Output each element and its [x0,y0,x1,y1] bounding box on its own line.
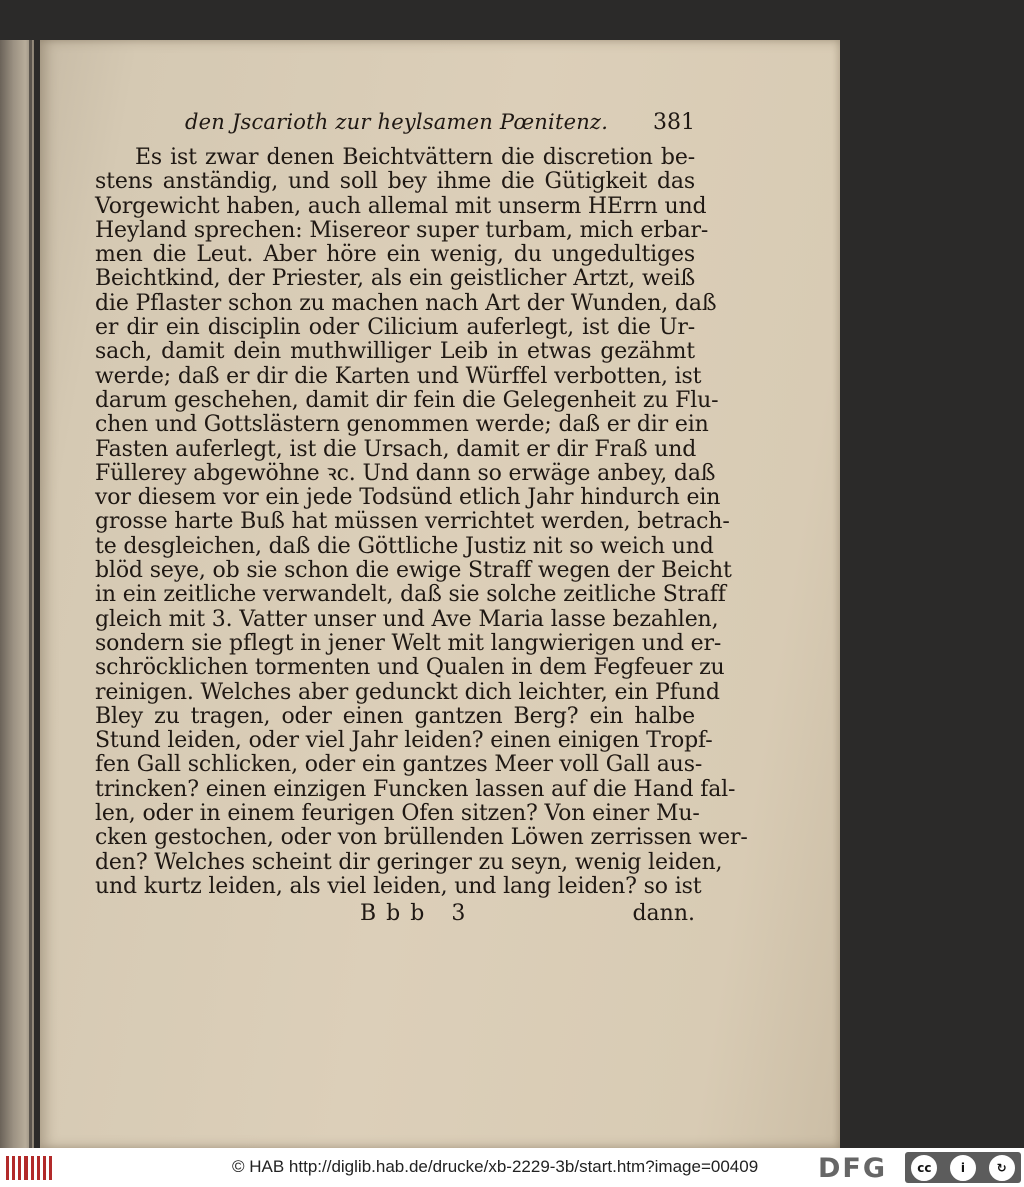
body-text [95,145,748,899]
text-line: te desgleichen, daß die Göttliche Justiz nit so weich und [95,533,714,559]
text-line: Fasten auferlegt, ist die Ursach, damit er dir Fraß und [95,436,697,462]
text-line: cken gestochen, oder von brüllenden Löwen zerrissen wer- [95,825,748,851]
text-line: Beichtkind, der Priester, als ein geistlicher Artzt, weiß [95,266,695,292]
text-line: len, oder in einem feurigen Ofen sitzen? Von einer Mu- [95,801,700,827]
page-text-block [95,108,748,927]
license-badge[interactable] [905,1152,1021,1183]
text-line: stens anständig, und soll bey ihme die Gütigkeit das [95,169,695,195]
text-line: sach, damit dein muthwilliger Leib in etwas gezähmt [95,339,695,365]
copyright-link[interactable]: © HAB http://diglib.hab.de/drucke/xb-2229-3b/start.htm?image=00409 [232,1157,759,1176]
cc-icon: cc [911,1155,937,1181]
text-line: er dir ein disciplin oder Cilicium auferlegt, ist die Ur- [95,315,695,341]
library-logo-icon[interactable] [6,1154,52,1181]
text-line: reinigen. Welches aber gedunckt dich leichter, ein Pfund [95,679,720,705]
text-line: sondern sie pflegt in jener Welt mit langwierigen und er- [95,630,722,656]
text-line: Füllerey abgewöhne ꝛc. Und dann so erwäge anbey, daß [95,460,716,486]
text-line: trincken? einen einzigen Funcken lassen auf die Hand fal- [95,776,736,802]
dfg-logo[interactable]: DFG [818,1153,888,1184]
text-line: den? Welches scheint dir geringer zu seyn, wenig leiden, [95,849,723,875]
text-line: grosse harte Buß hat müssen verrichtet werden, betrach- [95,509,730,535]
catchline [95,901,695,927]
text-line: fen Gall schlicken, oder ein gantzes Meer voll Gall aus- [95,752,703,778]
catchword: dann. [632,901,695,927]
running-head [95,108,695,140]
book-page [40,40,840,1148]
viewer-footer [0,1148,1024,1187]
signature-mark: Bbb 3 [360,901,476,927]
text-line: chen und Gottslästern genommen werde; daß er dir ein [95,412,709,438]
text-line: schröcklichen tormenten und Qualen in dem Fegfeuer zu [95,655,725,681]
text-line: men die Leut. Aber höre ein wenig, du ungedultiges [95,242,695,268]
text-line: Vorgewicht haben, auch allemal mit unserm HErrn und [95,193,707,219]
running-head-title: den Jscarioth zur heylsamen Pœnitenz. [185,110,609,134]
text-line: gleich mit 3. Vatter unser und Ave Maria lasse bezahlen, [95,606,719,632]
text-line: Heyland sprechen: Misereor super turbam, mich erbar- [95,217,709,243]
by-icon: i [950,1155,976,1181]
text-line: die Pflaster schon zu machen nach Art der Wunden, daß [95,290,717,316]
text-line: Bley zu tragen, oder einen gantzen Berg? ein halbe [95,703,695,729]
text-line: werde; daß er dir die Karten und Würffel verbotten, ist [95,363,702,389]
page-number: 381 [653,110,695,135]
sa-icon: ↻ [989,1155,1015,1181]
text-line: Es ist zwar denen Beichtvättern die discretion be- [135,145,695,170]
text-line: blöd seye, ob sie schon die ewige Straff wegen der Beicht [95,558,732,584]
text-line: darum geschehen, damit dir fein die Gelegenheit zu Flu- [95,387,719,413]
text-line: und kurtz leiden, als viel leiden, und lang leiden? so ist [95,873,702,899]
text-line: in ein zeitliche verwandelt, daß sie solche zeitliche Straff [95,582,726,608]
text-line: vor diesem vor ein jede Todsünd etlich Jahr hindurch ein [95,485,721,511]
facing-page-edge [0,40,34,1150]
text-line: Stund leiden, oder viel Jahr leiden? einen einigen Tropf- [95,728,713,754]
